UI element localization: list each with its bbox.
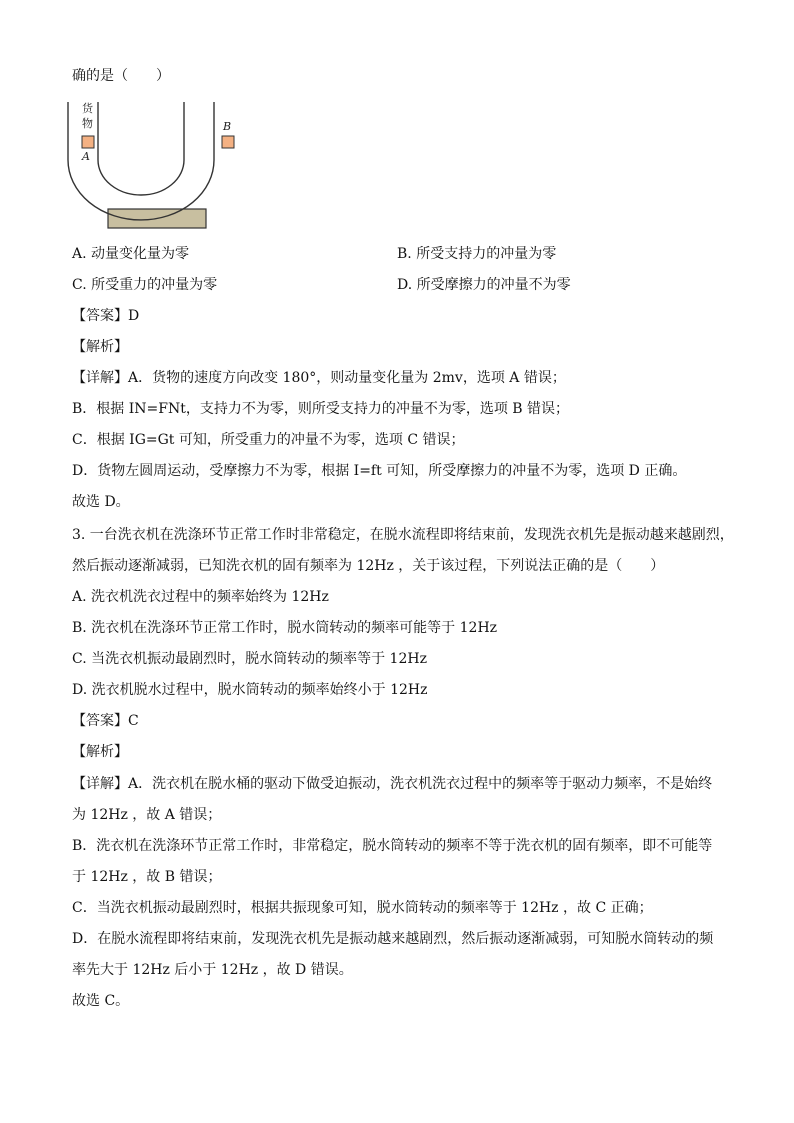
q2-analysis-title: 【解析】 <box>72 339 128 355</box>
q2-detail-d: D．货物左圆周运动，受摩擦力不为零，根据 I=ft 可知，所受摩擦力的冲量不为零，选项 D 正确。 <box>72 463 687 479</box>
cargo-b-block <box>222 136 234 148</box>
q3-option-a: A. 洗衣机洗衣过程中的频率始终为 12Hz <box>72 589 329 605</box>
label-a: A <box>82 150 90 163</box>
q2-option-c: C. 所受重力的冲量为零 <box>72 277 218 293</box>
q3-answer: 【答案】C <box>72 713 139 729</box>
track-inner-wall <box>98 102 184 195</box>
q2-option-d: D. 所受摩擦力的冲量不为零 <box>397 277 571 293</box>
label-b: B <box>223 120 232 133</box>
q2-detail-b <box>72 399 722 419</box>
q3-analysis-title: 【解析】 <box>72 744 128 760</box>
q3-detail-line-3: B．洗衣机在洗涤环节正常工作时，非常稳定，脱水筒转动的频率不等于洗衣机的固有频率，即不可能等 <box>72 838 713 854</box>
q3-stem-line-2: 然后振动逐渐减弱，已知洗衣机的固有频率为 12Hz ，关于该过程，下列说法正确的是（ ） <box>72 558 665 574</box>
q3-option-c: C. 当洗衣机振动最剧烈时，脱水筒转动的频率等于 12Hz <box>72 651 427 667</box>
q2-detail-a: 【详解】A．货物的速度方向改变 180°，则动量变化量为 2mv，选项 A 错误； <box>72 370 566 386</box>
q2-detail-c-rest: G=Gt 可知，所受重力的冲量不为零，选项 C 错误； <box>134 432 465 448</box>
q3-conclusion: 故选 C。 <box>72 993 130 1009</box>
q2-option-b: B. 所受支持力的冲量为零 <box>397 246 557 262</box>
u-track-figure <box>68 98 232 233</box>
q3-detail-line-1: 【详解】A．洗衣机在脱水桶的驱动下做受迫振动，洗衣机洗衣过程中的频率等于驱动力频率，不是始终 <box>72 776 713 792</box>
q3-detail-line-7: 率先大于 12Hz 后小于 12Hz ，故 D 错误。 <box>72 962 353 978</box>
label-cargo-2: 物 <box>82 117 93 130</box>
q3-option-d: D. 洗衣机脱水过程中，脱水筒转动的频率始终小于 12Hz <box>72 682 428 698</box>
q2-option-a: A. 动量变化量为零 <box>72 246 190 262</box>
q2-detail-b-rest: N=FNt，支持力不为零，则所受支持力的冲量不为零，选项 B 错误； <box>134 401 570 417</box>
cargo-a-block <box>82 136 94 148</box>
q2-conclusion: 故选 D。 <box>72 494 130 510</box>
q2-answer: 【答案】D <box>72 308 140 324</box>
q2-stem-tail: 确的是（ ） <box>72 68 170 84</box>
label-cargo-1: 货 <box>82 102 93 115</box>
q2-detail-c-head: C．根据 I <box>72 432 135 448</box>
q3-option-b: B. 洗衣机在洗涤环节正常工作时，脱水筒转动的频率可能等于 12Hz <box>72 620 498 636</box>
q3-detail-line-6: D．在脱水流程即将结束前，发现洗衣机先是振动越来越剧烈，然后振动逐渐减弱，可知脱水筒转动的频 <box>72 931 714 947</box>
q2-detail-c <box>72 430 722 450</box>
q2-detail-b-head: B．根据 I <box>72 401 135 417</box>
q3-detail-line-4: 于 12Hz ，故 B 错误； <box>72 869 222 885</box>
q3-detail-line-2: 为 12Hz ，故 A 错误； <box>72 807 222 823</box>
q3-detail-line-5: C．当洗衣机振动最剧烈时，根据共振现象可知，脱水筒转动的频率等于 12Hz ，故 C 正确； <box>72 900 653 916</box>
q3-stem-line-1: 3. 一台洗衣机在洗涤环节正常工作时非常稳定，在脱水流程即将结束前，发现洗衣机先是振动越来越剧烈， <box>72 527 734 543</box>
